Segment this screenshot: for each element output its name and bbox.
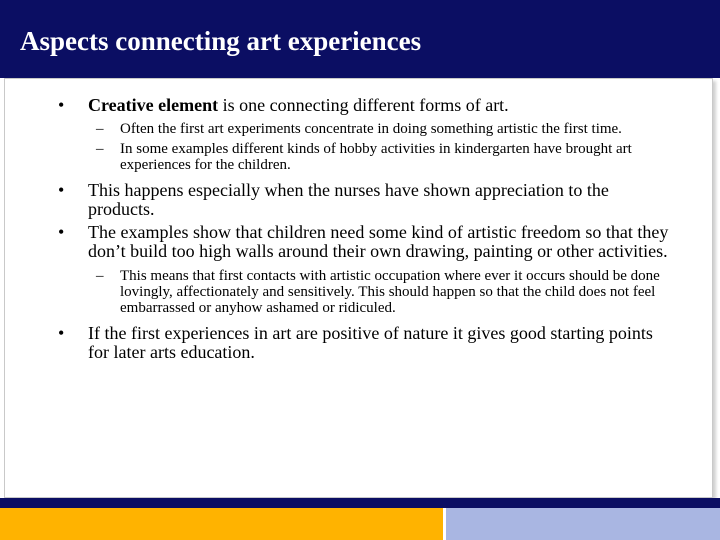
footer-band-orange (0, 508, 443, 540)
bullet-item-4 (58, 324, 678, 362)
sub-bullet-text: Often the first art experiments concentrate in doing something artistic the first time. (120, 121, 622, 137)
sub-bullet-text: In some examples different kinds of hobby activities in kindergarten have brought art experiences for the children. (120, 141, 632, 173)
bullet-marker: • (58, 222, 65, 242)
bullet-lead-bold: Creative element (88, 95, 219, 115)
footer-rule (0, 498, 720, 508)
sub-bullet-item-1-2 (58, 141, 678, 173)
bullet-item-3 (58, 223, 678, 261)
slide-title: Aspects connecting art experiences (20, 26, 422, 56)
bullet-list (58, 96, 678, 362)
bullet-marker: • (58, 95, 65, 115)
bullet-item-2 (58, 181, 678, 219)
bullet-marker: • (58, 180, 65, 200)
sub-bullet-item-1-1 (58, 121, 678, 137)
bullet-marker: • (58, 323, 65, 343)
bullet-text: This happens especially when the nurses have shown appreciation to the products. (88, 180, 609, 219)
sub-bullet-text: This means that first contacts with artistic occupation where ever it occurs should be done lovingly, affectionately and sensitively. This should happen so that the child does not feel embarrassed or anyhow ashamed or ridiculed. (120, 268, 660, 316)
bullet-text: If the first experiences in art are positive of nature it gives good starting points for later arts education. (88, 323, 653, 362)
title-bar (0, 0, 720, 74)
sub-bullet-marker: – (96, 141, 104, 157)
bullet-item-1 (58, 96, 678, 115)
bullet-text: is one connecting different forms of art. (218, 95, 509, 115)
sub-bullet-marker: – (96, 268, 104, 284)
bullet-text: The examples show that children need some kind of artistic freedom so that they don’t build too high walls around their own drawing, painting or other activities. (88, 222, 669, 261)
sub-bullet-item-3-1 (58, 268, 678, 316)
sub-bullet-marker: – (96, 121, 104, 137)
footer-band-blue (446, 508, 720, 540)
